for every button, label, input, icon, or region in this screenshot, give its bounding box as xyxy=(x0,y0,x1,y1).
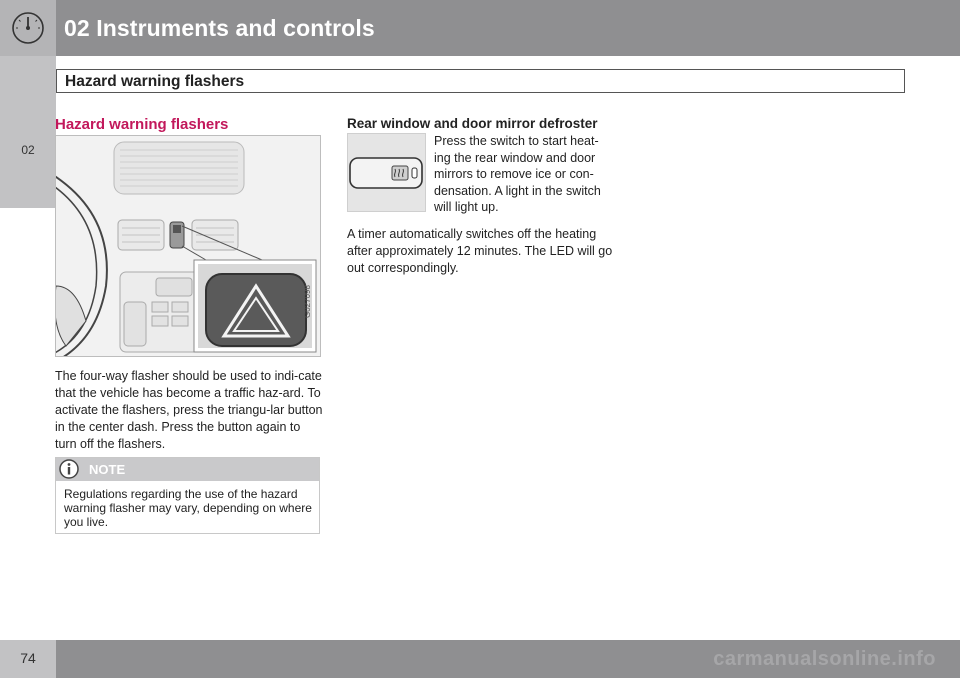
figure-code: G027098 xyxy=(303,285,312,318)
defroster-body-text: A timer automatically switches off the heating after approximately 12 minutes. The LED will go out correspondingly. xyxy=(347,227,613,275)
hazard-body-text: The four-way flasher should be used to indi-cate that the vehicle has become a traffic haz-ard. To activate the flashers, press the triangu-lar button in the center dash. Press the button again to turn off the flashers. xyxy=(55,369,323,451)
section-title-box xyxy=(56,69,905,93)
note-box xyxy=(55,457,320,534)
chapter-icon-box xyxy=(0,0,56,56)
hazard-heading: Hazard warning flashers xyxy=(55,116,229,133)
chapter-tab-label: 02 xyxy=(21,143,35,157)
chapter-title: 02 Instruments and controls xyxy=(64,15,375,41)
defroster-switch-drawing xyxy=(348,134,425,211)
defroster-lead-text: Press the switch to start heat-ing the rear window and door mirrors to remove ice or con-densation. A light in the switch will light up. xyxy=(434,134,601,214)
defroster-heading: Rear window and door mirror defroster xyxy=(347,116,598,131)
info-icon xyxy=(59,459,79,479)
gauge-icon xyxy=(10,10,46,46)
dashboard-drawing xyxy=(56,136,321,357)
watermark: carmanualsonline.info xyxy=(713,648,936,670)
page-number: 74 xyxy=(20,650,36,666)
section-title: Hazard warning flashers xyxy=(65,73,245,90)
defroster-switch-illustration xyxy=(347,133,426,212)
chapter-tab[interactable] xyxy=(0,56,56,208)
note-header xyxy=(56,458,319,481)
note-text: Regulations regarding the use of the hazard warning flasher may vary, depending on where you live. xyxy=(64,487,312,529)
chapter-tab-column xyxy=(0,0,56,678)
dashboard-illustration xyxy=(55,135,321,357)
note-label: NOTE xyxy=(89,462,126,477)
